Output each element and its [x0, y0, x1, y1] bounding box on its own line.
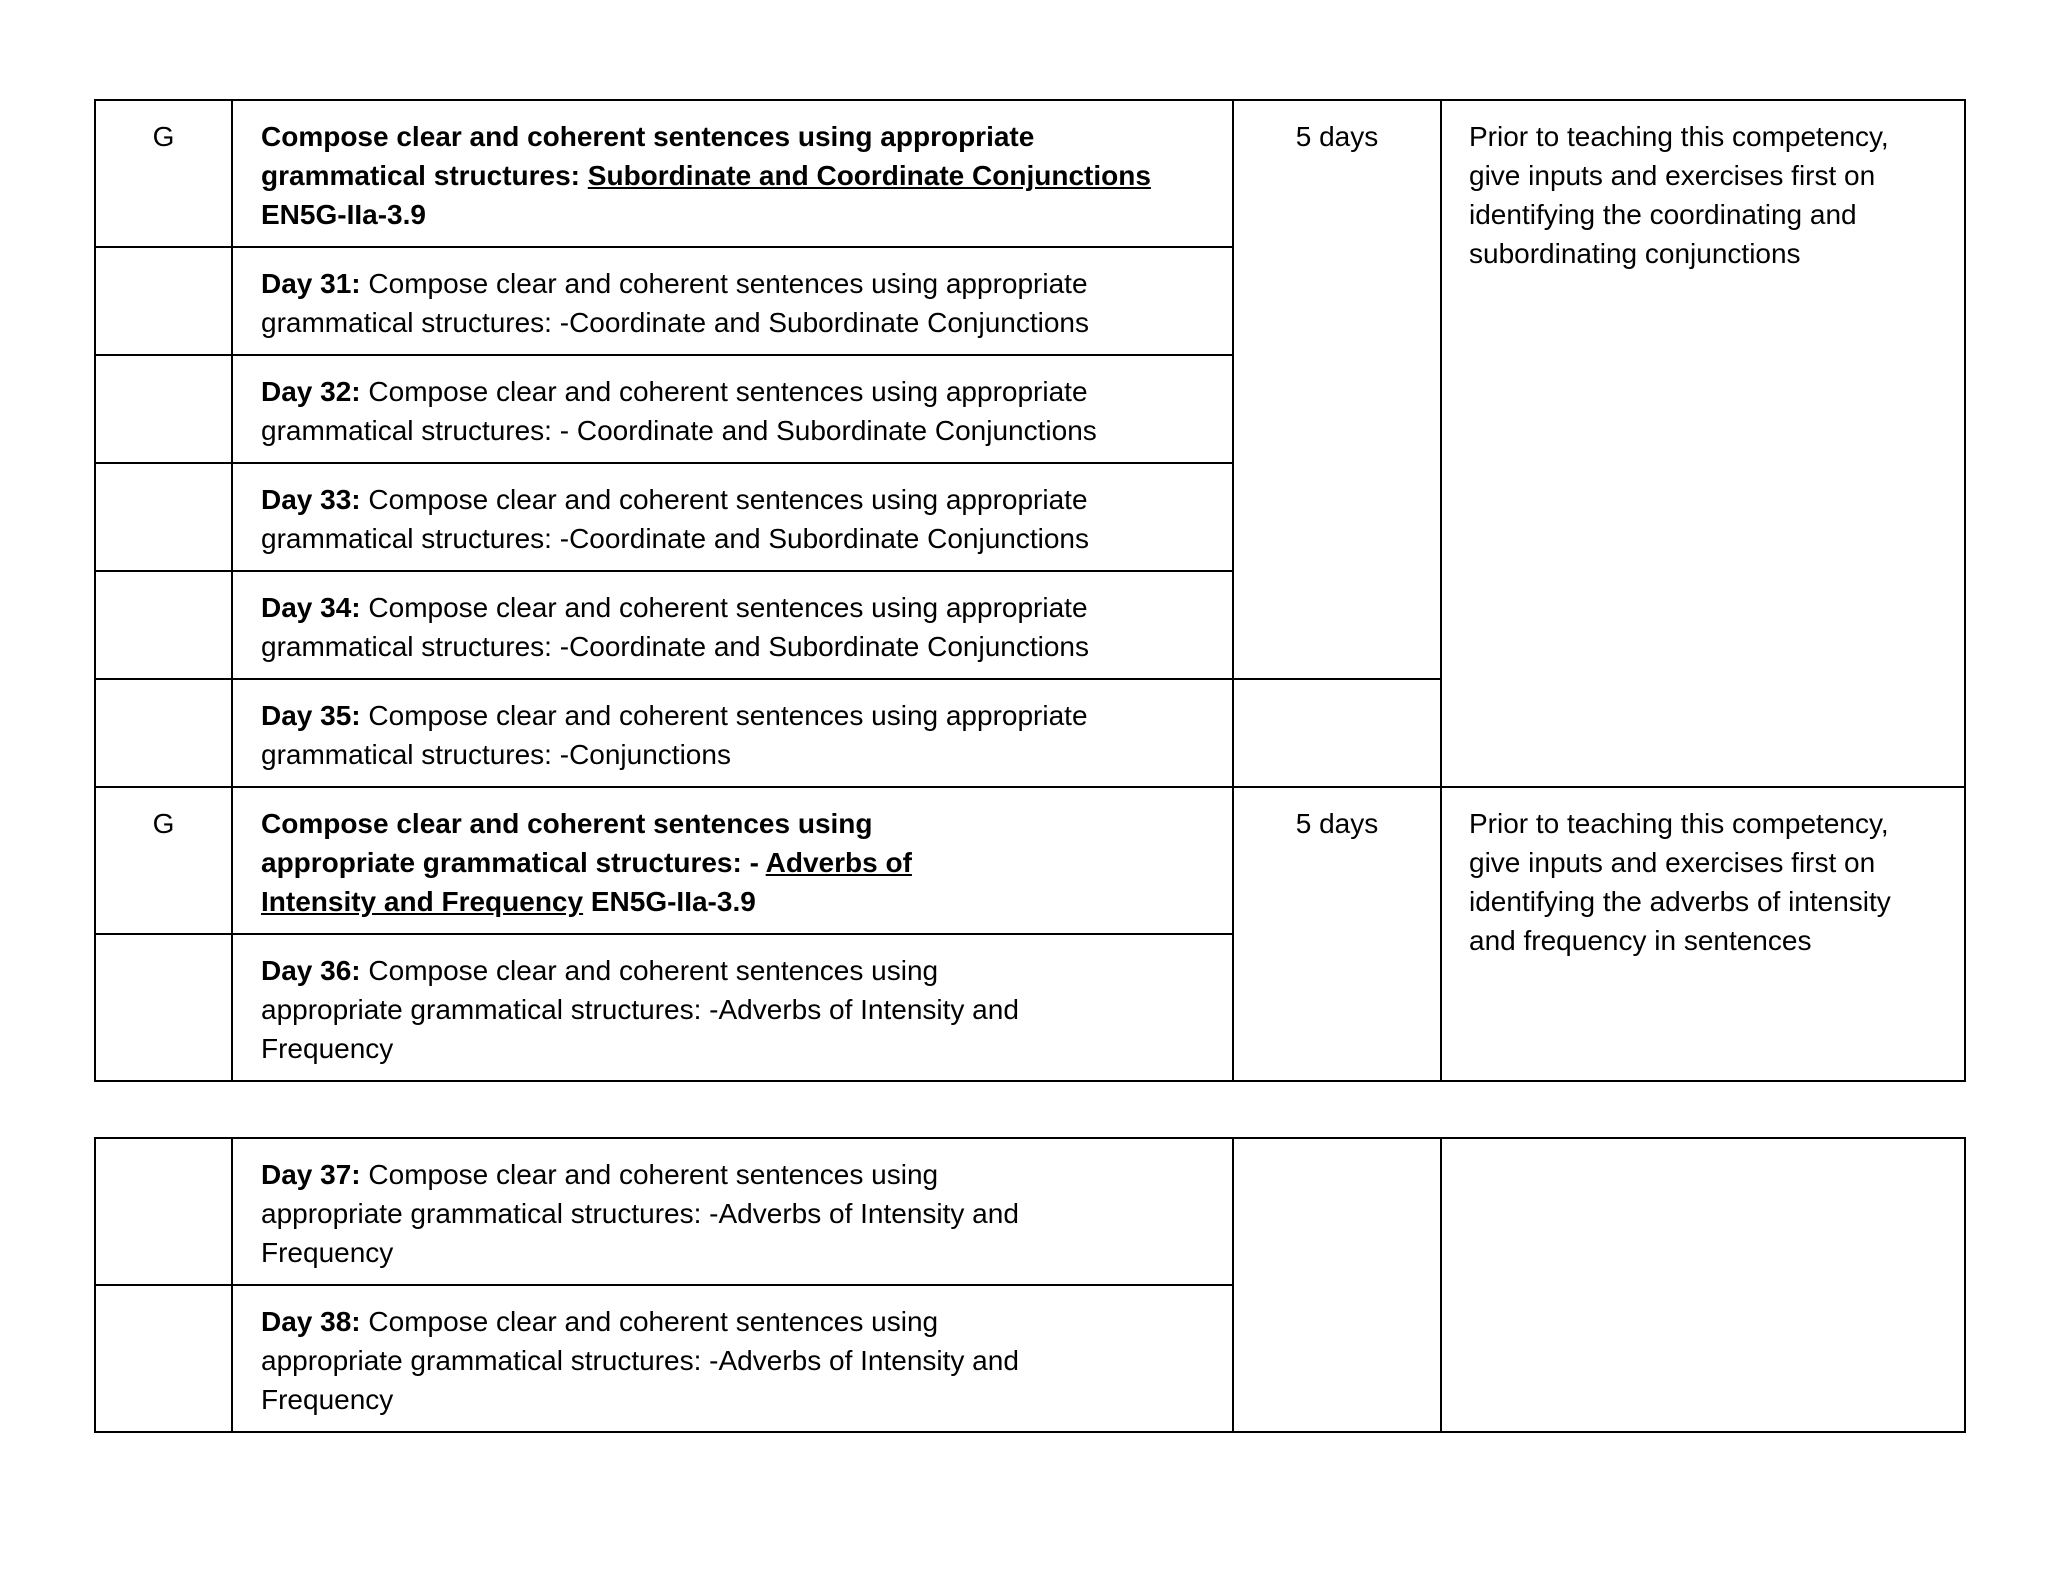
day-entry [232, 355, 1233, 463]
duration: 5 days [1233, 100, 1441, 679]
table-row [95, 787, 1965, 934]
day-text: Compose clear and coherent sentences using appropriate grammatical structures: - Coordinate and Subordinate Conjunctions [261, 376, 1097, 446]
curriculum-table-1 [94, 99, 1966, 1082]
empty-cell [95, 571, 232, 679]
day-entry [232, 463, 1233, 571]
day-text: Compose clear and coherent sentences using appropriate grammatical structures: -Coordinate and Subordinate Conjunctions [261, 268, 1089, 338]
day-label: Day 36: [261, 955, 361, 986]
competency-code: EN5G-IIa-3.9 [583, 886, 756, 917]
table-row [95, 100, 1965, 247]
day-text: Compose clear and coherent sentences using appropriate grammatical structures: -Coordinate and Subordinate Conjunctions [261, 592, 1089, 662]
empty-cell [95, 679, 232, 787]
day-text: Compose clear and coherent sentences using appropriate grammatical structures: -Adverbs of Intensity and Frequency [261, 1159, 1019, 1268]
competency-heading [232, 100, 1233, 247]
heading-topic: Adverbs of Intensity and Frequency [261, 847, 912, 917]
empty-cell [95, 1138, 232, 1285]
empty-cell [1233, 1138, 1441, 1432]
day-entry [232, 247, 1233, 355]
empty-cell [95, 934, 232, 1081]
competency-type: G [95, 100, 232, 247]
heading-text: Compose clear and coherent sentences using appropriate grammatical structures: [261, 121, 1035, 191]
day-label: Day 31: [261, 268, 361, 299]
teaching-note: Prior to teaching this competency, give inputs and exercises first on identifying the coordinating and subordinating conjunctions [1441, 100, 1965, 787]
day-text: Compose clear and coherent sentences using appropriate grammatical structures: -Adverbs of Intensity and Frequency [261, 1306, 1019, 1415]
day-label: Day 38: [261, 1306, 361, 1337]
empty-cell [95, 1285, 232, 1432]
curriculum-table-2 [94, 1137, 1966, 1433]
empty-cell [95, 463, 232, 571]
day-entry [232, 1285, 1233, 1432]
duration: 5 days [1233, 787, 1441, 1081]
teaching-note: Prior to teaching this competency, give inputs and exercises first on identifying the adverbs of intensity and frequency in sentences [1441, 787, 1965, 1081]
empty-cell [1441, 1138, 1965, 1432]
day-text: Compose clear and coherent sentences using appropriate grammatical structures: -Coordinate and Subordinate Conjunctions [261, 484, 1089, 554]
competency-type: G [95, 787, 232, 934]
competency-code: EN5G-IIa-3.9 [261, 199, 426, 230]
day-entry [232, 679, 1233, 787]
day-entry [232, 934, 1233, 1081]
heading-topic: Subordinate and Coordinate Conjunctions [587, 160, 1151, 191]
day-text: Compose clear and coherent sentences using appropriate grammatical structures: -Conjunctions [261, 700, 1088, 770]
day-entry [232, 571, 1233, 679]
empty-cell [1233, 679, 1441, 787]
day-label: Day 32: [261, 376, 361, 407]
day-text: Compose clear and coherent sentences using appropriate grammatical structures: -Adverbs of Intensity and Frequency [261, 955, 1019, 1064]
day-label: Day 34: [261, 592, 361, 623]
day-label: Day 33: [261, 484, 361, 515]
heading-text: Compose clear and coherent sentences using appropriate grammatical structures: - [261, 808, 873, 878]
empty-cell [95, 355, 232, 463]
day-label: Day 35: [261, 700, 361, 731]
empty-cell [95, 247, 232, 355]
competency-heading [232, 787, 1233, 934]
table-row [95, 1138, 1965, 1285]
day-entry [232, 1138, 1233, 1285]
day-label: Day 37: [261, 1159, 361, 1190]
